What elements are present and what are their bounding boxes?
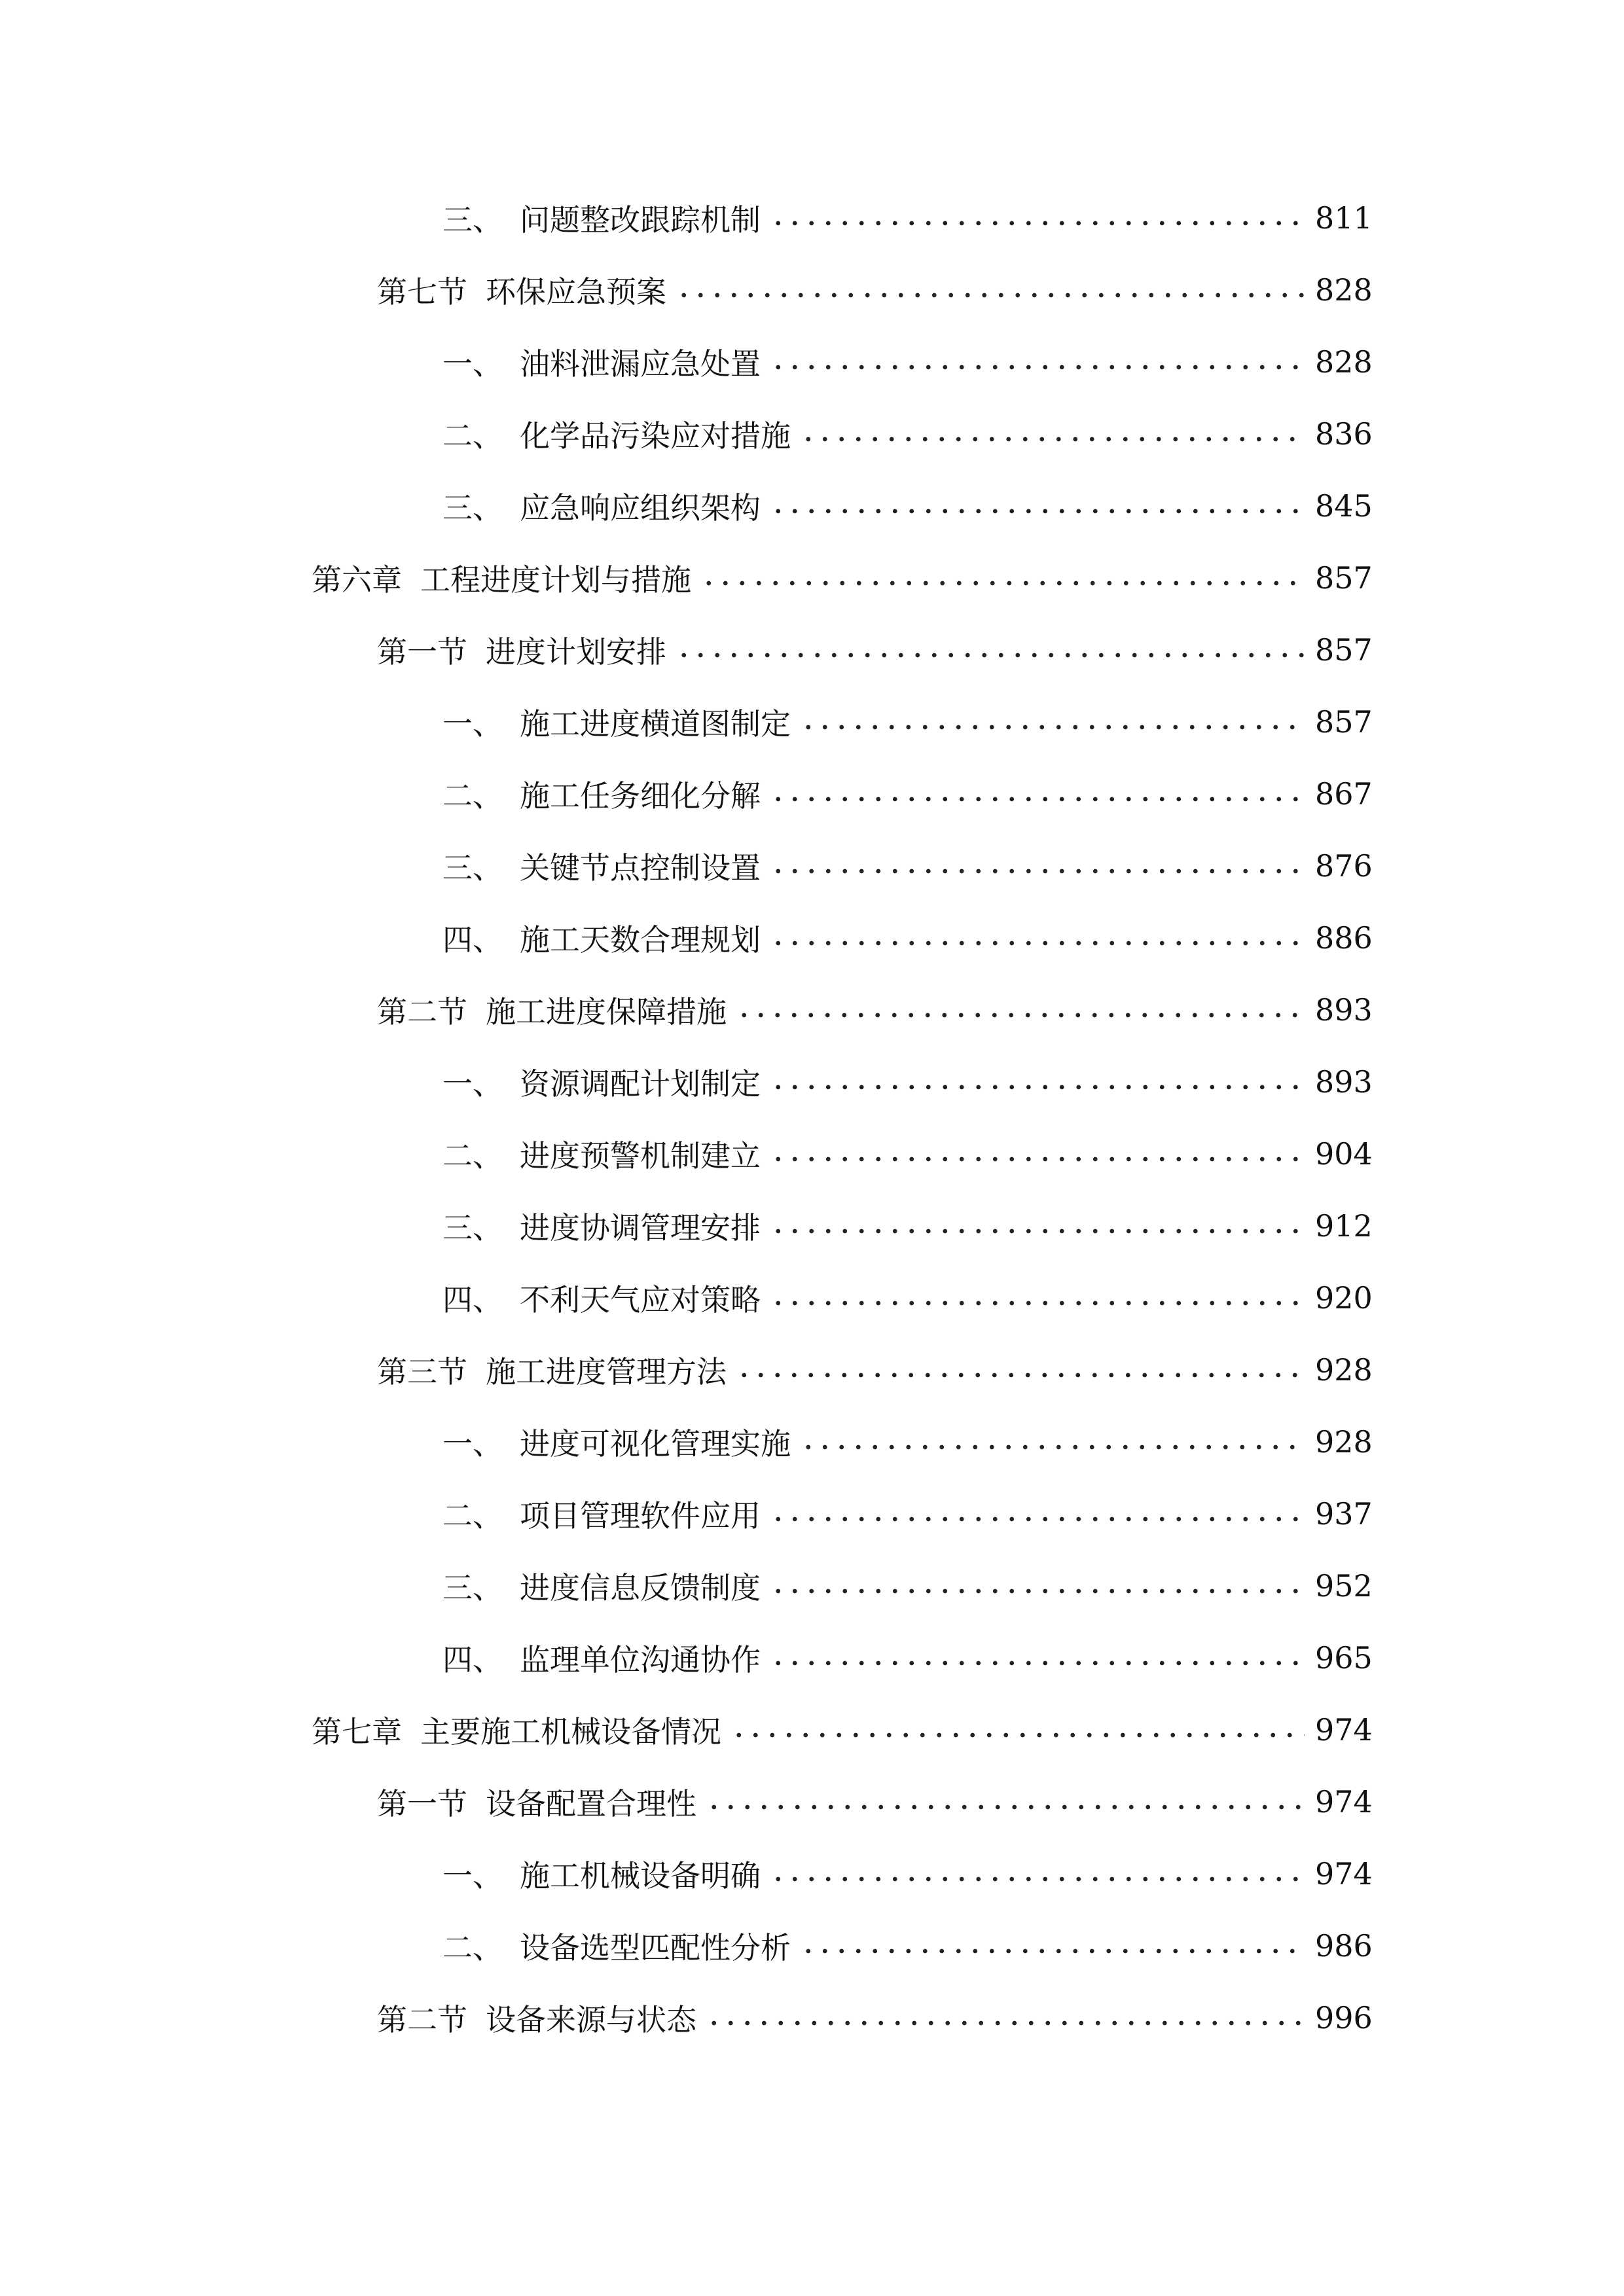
toc-entry-page-number: 912 xyxy=(1315,1208,1373,1244)
toc-entry-title: 设备来源与状态 xyxy=(486,2002,696,2037)
toc-entry-title: 施工天数合理规划 xyxy=(520,922,761,958)
toc-entry-title: 应急响应组织架构 xyxy=(520,490,761,526)
toc-entry-page-number: 920 xyxy=(1315,1280,1373,1316)
toc-entry[interactable] xyxy=(312,1707,1373,1753)
toc-entry[interactable] xyxy=(377,1347,1373,1393)
toc-entry-title: 施工机械设备明确 xyxy=(520,1858,761,1893)
toc-entry-number: 一、 xyxy=(442,706,503,742)
toc-entry[interactable] xyxy=(312,555,1373,601)
toc-entry[interactable] xyxy=(442,1275,1373,1321)
dot-leader xyxy=(770,1657,1305,1670)
toc-entry[interactable] xyxy=(442,339,1373,385)
toc-entry-page-number: 974 xyxy=(1315,1784,1373,1820)
toc-entry-number: 三、 xyxy=(442,1570,503,1605)
toc-entry-title: 不利天气应对策略 xyxy=(520,1282,761,1318)
toc-entry-page-number: 996 xyxy=(1315,2000,1373,2036)
toc-entry[interactable] xyxy=(442,1131,1373,1177)
toc-entry[interactable] xyxy=(377,987,1373,1033)
toc-entry-title: 问题整改跟踪机制 xyxy=(520,202,761,238)
toc-entry-number: 第一节 xyxy=(377,634,467,670)
toc-entry-number: 第六章 xyxy=(312,562,402,598)
toc-entry[interactable] xyxy=(442,1563,1373,1609)
toc-entry-title: 施工进度保障措施 xyxy=(486,994,727,1030)
toc-entry-title: 施工进度管理方法 xyxy=(486,1354,727,1390)
toc-entry[interactable] xyxy=(442,1419,1373,1465)
dot-leader xyxy=(770,1153,1305,1166)
toc-entry[interactable] xyxy=(442,1923,1373,1969)
dot-leader xyxy=(700,577,1305,590)
toc-entry-title: 油料泄漏应急处置 xyxy=(520,346,761,382)
toc-entry-number: 二、 xyxy=(442,1138,503,1174)
toc-entry-number: 三、 xyxy=(442,490,503,526)
toc-entry-number: 一、 xyxy=(442,346,503,382)
toc-entry-page-number: 886 xyxy=(1315,920,1373,956)
toc-entry-title: 施工进度横道图制定 xyxy=(520,706,791,742)
toc-entry-number: 四、 xyxy=(442,1642,503,1677)
dot-leader xyxy=(770,937,1305,950)
toc-entry[interactable] xyxy=(442,843,1373,889)
dot-leader xyxy=(770,1297,1305,1310)
toc-entry-title: 关键节点控制设置 xyxy=(520,850,761,886)
toc-entry-page-number: 836 xyxy=(1315,416,1373,452)
toc-entry[interactable] xyxy=(377,1995,1373,2041)
toc-entry-page-number: 974 xyxy=(1315,1856,1373,1892)
toc-entry-page-number: 876 xyxy=(1315,848,1373,884)
toc-entry-number: 二、 xyxy=(442,1498,503,1534)
toc-entry-page-number: 904 xyxy=(1315,1136,1373,1172)
dot-leader xyxy=(770,793,1305,806)
toc-entry-title: 进度信息反馈制度 xyxy=(520,1570,761,1605)
toc-entry-title: 资源调配计划制定 xyxy=(520,1066,761,1102)
dot-leader xyxy=(770,1225,1305,1238)
toc-entry-number: 一、 xyxy=(442,1426,503,1462)
toc-entry-title: 设备选型匹配性分析 xyxy=(520,1930,791,1965)
toc-entry[interactable] xyxy=(377,627,1373,673)
toc-entry[interactable] xyxy=(442,771,1373,817)
dot-leader xyxy=(706,1801,1305,1814)
toc-entry[interactable] xyxy=(442,1059,1373,1105)
toc-entry-number: 三、 xyxy=(442,202,503,238)
toc-entry-number: 第二节 xyxy=(377,994,467,1030)
toc-entry-title: 化学品污染应对措施 xyxy=(520,418,791,454)
dot-leader xyxy=(770,217,1305,230)
toc-entry-number: 四、 xyxy=(442,922,503,958)
toc-entry-number: 第一节 xyxy=(377,1786,467,1821)
toc-entry[interactable] xyxy=(442,195,1373,241)
toc-entry-number: 三、 xyxy=(442,850,503,886)
toc-entry-number: 二、 xyxy=(442,1930,503,1965)
dot-leader xyxy=(676,649,1305,662)
toc-entry-page-number: 928 xyxy=(1315,1424,1373,1460)
dot-leader xyxy=(770,1513,1305,1526)
dot-leader xyxy=(676,289,1305,302)
toc-entry-title: 进度计划安排 xyxy=(486,634,666,670)
toc-entry-number: 二、 xyxy=(442,778,503,814)
toc-entry-page-number: 857 xyxy=(1315,704,1373,740)
dot-leader xyxy=(800,1441,1305,1454)
toc-entry-page-number: 893 xyxy=(1315,992,1373,1028)
toc-entry-title: 环保应急预案 xyxy=(486,274,666,310)
dot-leader xyxy=(706,2017,1305,2030)
toc-entry-page-number: 952 xyxy=(1315,1568,1373,1604)
toc-entry-page-number: 845 xyxy=(1315,488,1373,524)
toc-entry-title: 进度协调管理安排 xyxy=(520,1210,761,1246)
toc-entry-title: 监理单位沟通协作 xyxy=(520,1642,761,1677)
dot-leader xyxy=(736,1369,1305,1382)
toc-entry-title: 项目管理软件应用 xyxy=(520,1498,761,1534)
toc-entry-number: 二、 xyxy=(442,418,503,454)
toc-entry-page-number: 893 xyxy=(1315,1064,1373,1100)
toc-entry[interactable] xyxy=(442,699,1373,745)
toc-entry-page-number: 828 xyxy=(1315,272,1373,308)
toc-entry-page-number: 811 xyxy=(1315,200,1373,236)
toc-entry-title: 进度预警机制建立 xyxy=(520,1138,761,1174)
toc-entry-number: 第三节 xyxy=(377,1354,467,1390)
toc-entry[interactable] xyxy=(442,1203,1373,1249)
dot-leader xyxy=(770,1081,1305,1094)
dot-leader xyxy=(770,505,1305,518)
toc-entry-number: 第二节 xyxy=(377,2002,467,2037)
toc-entry[interactable] xyxy=(377,1779,1373,1825)
toc-entry-title: 设备配置合理性 xyxy=(486,1786,696,1821)
dot-leader xyxy=(800,1945,1305,1958)
toc-entry-page-number: 965 xyxy=(1315,1640,1373,1676)
toc-entry-title: 施工任务细化分解 xyxy=(520,778,761,814)
toc-entry-page-number: 937 xyxy=(1315,1496,1373,1532)
toc-entry-number: 一、 xyxy=(442,1858,503,1893)
toc-entry-page-number: 986 xyxy=(1315,1928,1373,1964)
dot-leader xyxy=(770,865,1305,878)
toc-entry-page-number: 857 xyxy=(1315,560,1373,596)
toc-entry-number: 四、 xyxy=(442,1282,503,1318)
toc-entry[interactable] xyxy=(442,1851,1373,1897)
dot-leader xyxy=(770,1873,1305,1886)
dot-leader xyxy=(770,1585,1305,1598)
toc-entry[interactable] xyxy=(442,915,1373,961)
toc-entry-title: 主要施工机械设备情况 xyxy=(420,1714,721,1749)
toc-entry-number: 第七章 xyxy=(312,1714,402,1749)
dot-leader xyxy=(736,1009,1305,1022)
dot-leader xyxy=(770,361,1305,374)
toc-entry-page-number: 857 xyxy=(1315,632,1373,668)
toc-entry-number: 一、 xyxy=(442,1066,503,1102)
toc-entry[interactable] xyxy=(442,1635,1373,1681)
toc-entry-page-number: 867 xyxy=(1315,776,1373,812)
toc-entry[interactable] xyxy=(442,483,1373,529)
toc-entry[interactable] xyxy=(442,1491,1373,1537)
toc-entry-page-number: 974 xyxy=(1315,1712,1373,1748)
toc-entry-title: 进度可视化管理实施 xyxy=(520,1426,791,1462)
toc-entry-title: 工程进度计划与措施 xyxy=(420,562,691,598)
toc-entry-page-number: 928 xyxy=(1315,1352,1373,1388)
toc-entry-page-number: 828 xyxy=(1315,344,1373,380)
toc-entry[interactable] xyxy=(377,267,1373,313)
toc-entry-number: 三、 xyxy=(442,1210,503,1246)
toc-entry-number: 第七节 xyxy=(377,274,467,310)
dot-leader xyxy=(800,721,1305,734)
dot-leader xyxy=(800,433,1305,446)
toc-entry[interactable] xyxy=(442,411,1373,457)
dot-leader xyxy=(731,1729,1305,1742)
